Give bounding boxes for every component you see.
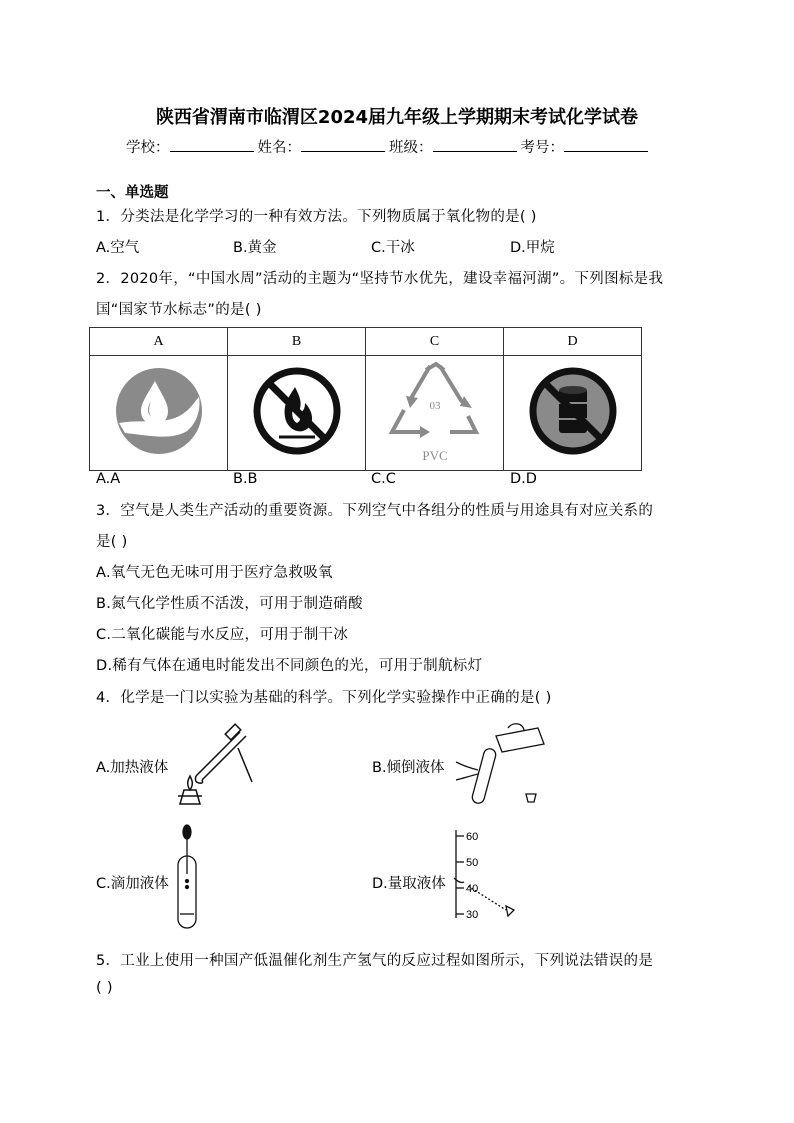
- question-2-stem-line1: 2．2020年，“中国水周”活动的主题为“坚持节水优先，建设幸福河湖”。下列图标是我: [96, 271, 664, 287]
- question-4-stem: 4．化学是一门以实验为基础的科学。下列化学实验操作中正确的是( ): [96, 690, 552, 706]
- heating-liquid-illustration: [168, 720, 260, 808]
- question-3-stem-line1: 3．空气是人类生产活动的重要资源。下列空气中各组分的性质与用途具有对应关系的: [96, 503, 654, 519]
- q2-option-d[interactable]: D.D: [510, 471, 537, 487]
- cylinder-mark-50: 50: [466, 857, 479, 869]
- recycle-pvc-icon: [380, 356, 490, 466]
- q2-option-b[interactable]: B.B: [233, 471, 258, 487]
- pouring-liquid-illustration: [452, 722, 552, 812]
- q3-option-a[interactable]: A.氧气无色无味可用于医疗急救吸氧: [96, 565, 333, 581]
- q4-option-c[interactable]: C.滴加液体: [96, 876, 169, 892]
- q1-option-c[interactable]: C.干冰: [371, 240, 415, 256]
- q2-option-c[interactable]: C.C: [371, 471, 396, 487]
- section-heading: 一、单选题: [96, 185, 169, 201]
- number-blank[interactable]: [564, 137, 648, 152]
- table-header-d: D: [504, 328, 642, 356]
- measuring-cylinder-illustration: [450, 826, 530, 922]
- class-blank[interactable]: [433, 137, 517, 152]
- name-blank[interactable]: [301, 137, 385, 152]
- question-2-stem-line2: 国“国家节水标志”的是( ): [96, 302, 262, 318]
- class-label: 班级：: [389, 140, 433, 156]
- cylinder-mark-60: 60: [466, 831, 479, 843]
- q2-option-a[interactable]: A.A: [96, 471, 121, 487]
- question-5-stem-line1: 5．工业上使用一种国产低温催化剂生产氢气的反应过程如图所示，下列说法错误的是: [96, 953, 654, 969]
- no-fire-icon: [249, 363, 345, 459]
- q4-option-b[interactable]: B.倾倒液体: [372, 760, 445, 776]
- water-saving-icon: [111, 363, 207, 459]
- question-5-stem-line2: ( ): [96, 980, 113, 996]
- question-3-stem-line2: 是( ): [96, 534, 128, 550]
- school-blank[interactable]: [170, 137, 254, 152]
- recycle-code: 03: [429, 400, 440, 412]
- student-info-row: [126, 136, 652, 157]
- cylinder-mark-40: 40: [466, 883, 479, 895]
- table-header-c: C: [366, 328, 504, 356]
- name-label: 姓名：: [257, 140, 301, 156]
- no-oil-drum-icon-cell: [504, 356, 642, 471]
- q1-option-d[interactable]: D.甲烷: [510, 240, 555, 256]
- dropping-liquid-illustration: [172, 824, 202, 932]
- water-saving-icon-cell: [90, 356, 228, 471]
- table-header-a: A: [90, 328, 228, 356]
- q1-option-b[interactable]: B.黄金: [233, 240, 277, 256]
- q4-option-d[interactable]: D.量取液体: [372, 876, 446, 892]
- question-1-stem: 1．分类法是化学学习的一种有效方法。下列物质属于氧化物的是( ): [96, 209, 537, 225]
- recycle-text: PVC: [421, 448, 448, 463]
- table-header-b: B: [228, 328, 366, 356]
- number-label: 考号：: [520, 140, 564, 156]
- q1-option-a[interactable]: A.空气: [96, 240, 140, 256]
- icon-table: [89, 327, 642, 471]
- recycle-icon-cell: [366, 356, 504, 471]
- q3-option-b[interactable]: B.氮气化学性质不活泼，可用于制造硝酸: [96, 596, 363, 612]
- no-oil-drum-icon: [525, 363, 621, 459]
- q4-option-a[interactable]: A.加热液体: [96, 760, 169, 776]
- page-title: 陕西省渭南市临渭区2024届九年级上学期期末考试化学试卷: [155, 107, 639, 128]
- cylinder-mark-30: 30: [466, 909, 479, 921]
- no-fire-icon-cell: [228, 356, 366, 471]
- q3-option-c[interactable]: C.二氧化碳能与水反应，可用于制干冰: [96, 627, 349, 643]
- school-label: 学校：: [126, 140, 170, 156]
- q3-option-d[interactable]: D.稀有气体在通电时能发出不同颜色的光，可用于制航标灯: [96, 658, 483, 674]
